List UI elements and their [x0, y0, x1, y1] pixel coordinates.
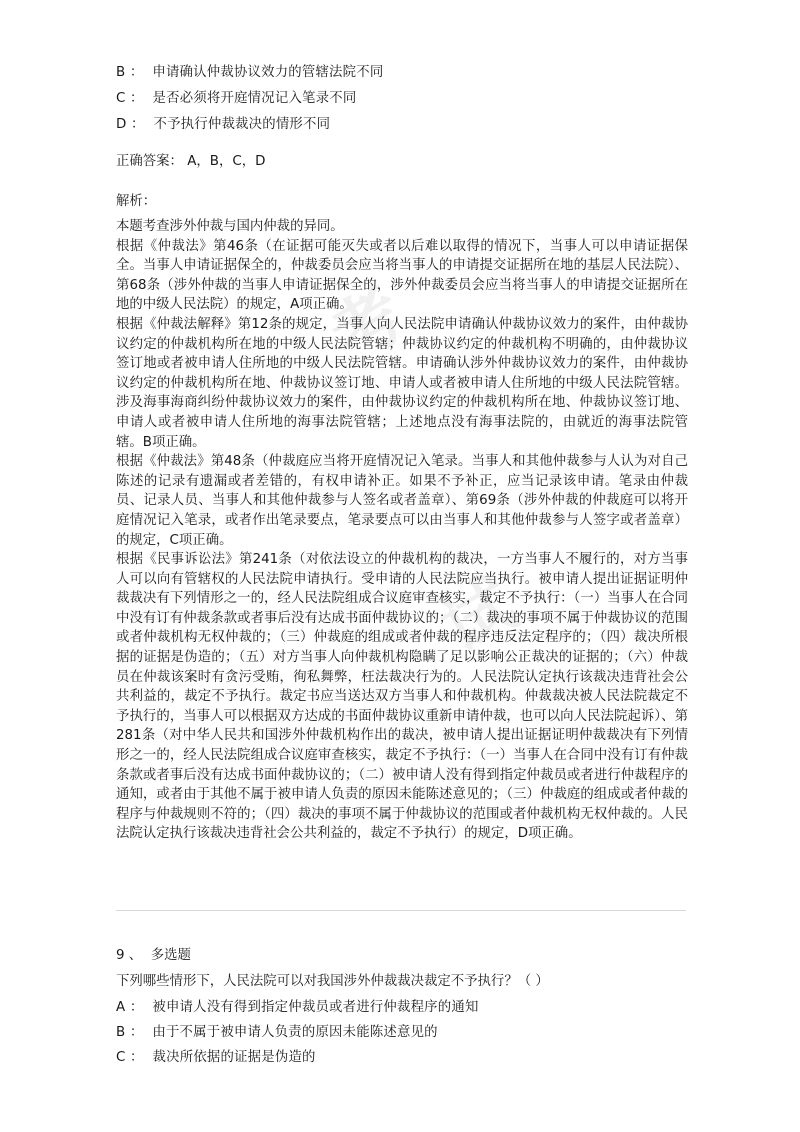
option-colon: ： [129, 65, 144, 80]
question-stem: 下列哪些情形下，人民法院可以对我国涉外仲裁裁决裁定不予执行？（ ） [116, 974, 549, 989]
watermark: 考 [316, 272, 419, 379]
question-number: 9 [116, 948, 125, 963]
watermark: 试 [426, 562, 529, 669]
analysis-paragraph: 本题考查涉外仲裁与国内仲裁的异同。 [116, 219, 344, 234]
section-divider [116, 910, 686, 911]
analysis-body [116, 217, 688, 844]
option-d[interactable] [116, 115, 330, 135]
option-colon: ： [129, 1025, 144, 1040]
option-colon: ： [130, 117, 145, 132]
option-letter: C [116, 1050, 126, 1065]
option-letter: A [116, 1000, 126, 1015]
analysis-paragraph: 根据《仲裁法》第48条（仲裁庭应当将开庭情况记入笔录。当事人和其他仲裁参与人认为对自己陈述的记录有遗漏或者差错的，有权申请补正。如果不予补正，应当记录该申请。笔录由仲裁员、记录人员、当事人和其他仲裁参与人签名或者盖章）、第69条（涉外仲裁的仲裁庭可以将开庭情况记入笔录，或者作出笔录要点，笔录要点可以由当事人和其他仲裁参与人签字或者盖章）的规定，C项正确。 [116, 454, 688, 548]
question-separator: 、 [128, 948, 143, 963]
question-header [116, 946, 191, 966]
option-letter: D [116, 117, 127, 132]
option-c[interactable] [116, 89, 356, 109]
option-text: 不予执行仲裁裁决的情形不同 [153, 117, 331, 132]
correct-answer [116, 152, 265, 172]
answer-label: 正确答案： [116, 154, 183, 169]
question-type: 多选题 [150, 948, 191, 963]
option-text: 裁决所依据的证据是伪造的 [152, 1050, 316, 1065]
option-colon: ： [129, 1000, 144, 1015]
analysis-label: 解析： [116, 194, 157, 209]
q9-option-b[interactable] [116, 1023, 438, 1043]
option-letter: B [116, 65, 126, 80]
option-colon: ： [130, 1050, 144, 1065]
option-b[interactable] [116, 63, 383, 83]
q9-option-a[interactable] [116, 998, 479, 1018]
option-colon: ： [130, 91, 144, 106]
option-text: 由于不属于被申请人负责的原因未能陈述意见的 [152, 1025, 438, 1040]
analysis-paragraph: 根据《民事诉讼法》第241条（对依法设立的仲裁机构的裁决，一方当事人不履行的，对方当事人可以向有管辖权的人民法院申请执行。受申请的人民法院应当执行。被申请人提出证据证明仲裁裁决有下列情形之一的，经人民法院组成合议庭审查核实，裁定不予执行：（一）当事人在合同中没有订有仲裁条款或者事后没有达成书面仲裁协议的；（二）裁决的事项不属于仲裁协议的范围或者仲裁机构无权仲裁的；（三）仲裁庭的组成或者仲裁的程序违反法定程序的；（四）裁决所根据的证据是伪造的；（五）对方当事人向仲裁机构隐瞒了足以影响公正裁决的证据的；（六）仲裁员在仲裁该案时有贪污受贿，徇私舞弊，枉法裁决行为的。人民法院认定执行该裁决违背社会公共利益的，裁定不予执行。裁定书应当送达双方当事人和仲裁机构。仲裁裁决被人民法院裁定不予执行的，当事人可以根据双方达成的书面仲裁协议重新申请仲裁，也可以向人民法院起诉）、第281条（对中华人民共和国涉外仲裁机构作出的裁决，被申请人提出证据证明仲裁裁决有下列情形之一的，经人民法院组成合议庭审查核实，裁定不予执行：（一）当事人在合同中没有订有仲裁条款或者事后没有达成书面仲裁协议的；（二）被申请人没有得到指定仲裁员或者进行仲裁程序的通知，或者由于其他不属于被申请人负责的原因未能陈述意见的；（三）仲裁庭的组成或者仲裁的程序与仲裁规则不符的；（四）裁决的事项不属于仲裁协议的范围或者仲裁机构无权仲裁的。人民法院认定执行该裁决违背社会公共利益的，裁定不予执行）的规定，D项正确。 [116, 552, 688, 842]
q9-option-c[interactable] [116, 1048, 316, 1068]
option-text: 被申请人没有得到指定仲裁员或者进行仲裁程序的通知 [152, 1000, 479, 1015]
option-letter: C [116, 91, 126, 106]
analysis-paragraph: 根据《仲裁法》第46条（在证据可能灭失或者以后难以取得的情况下，当事人可以申请证据保全。当事人申请证据保全的，仲裁委员会应当将当事人的申请提交证据所在地的基层人民法院）、第68条（涉外仲裁的当事人申请证据保全的，涉外仲裁委员会应当将当事人的申请提交证据所在地的中级人民法院）的规定，A项正确。 [116, 238, 688, 313]
option-text: 是否必须将开庭情况记入笔录不同 [152, 91, 357, 106]
analysis-paragraph: 根据《仲裁法解释》第12条的规定，当事人向人民法院申请确认仲裁协议效力的案件，由仲裁协议约定的仲裁机构所在地的中级人民法院管辖；仲裁协议约定的仲裁机构不明确的，由仲裁协议签订地或者被申请人住所地的中级人民法院管辖。申请确认涉外仲裁协议效力的案件，由仲裁协议约定的仲裁机构所在地、仲裁协议签订地、申请人或者被申请人住所地的中级人民法院管辖。涉及海事海商纠纷仲裁协议效力的案件，由仲裁协议约定的仲裁机构所在地、仲裁协议签订地、申请人或者被申请人住所地的海事法院管辖；上述地点没有海事法院的，由就近的海事法院管辖。B项正确。 [116, 316, 688, 450]
option-text: 申请确认仲裁协议效力的管辖法院不同 [152, 65, 384, 80]
answer-value: A，B，C，D [187, 154, 266, 169]
option-letter: B [116, 1025, 126, 1040]
